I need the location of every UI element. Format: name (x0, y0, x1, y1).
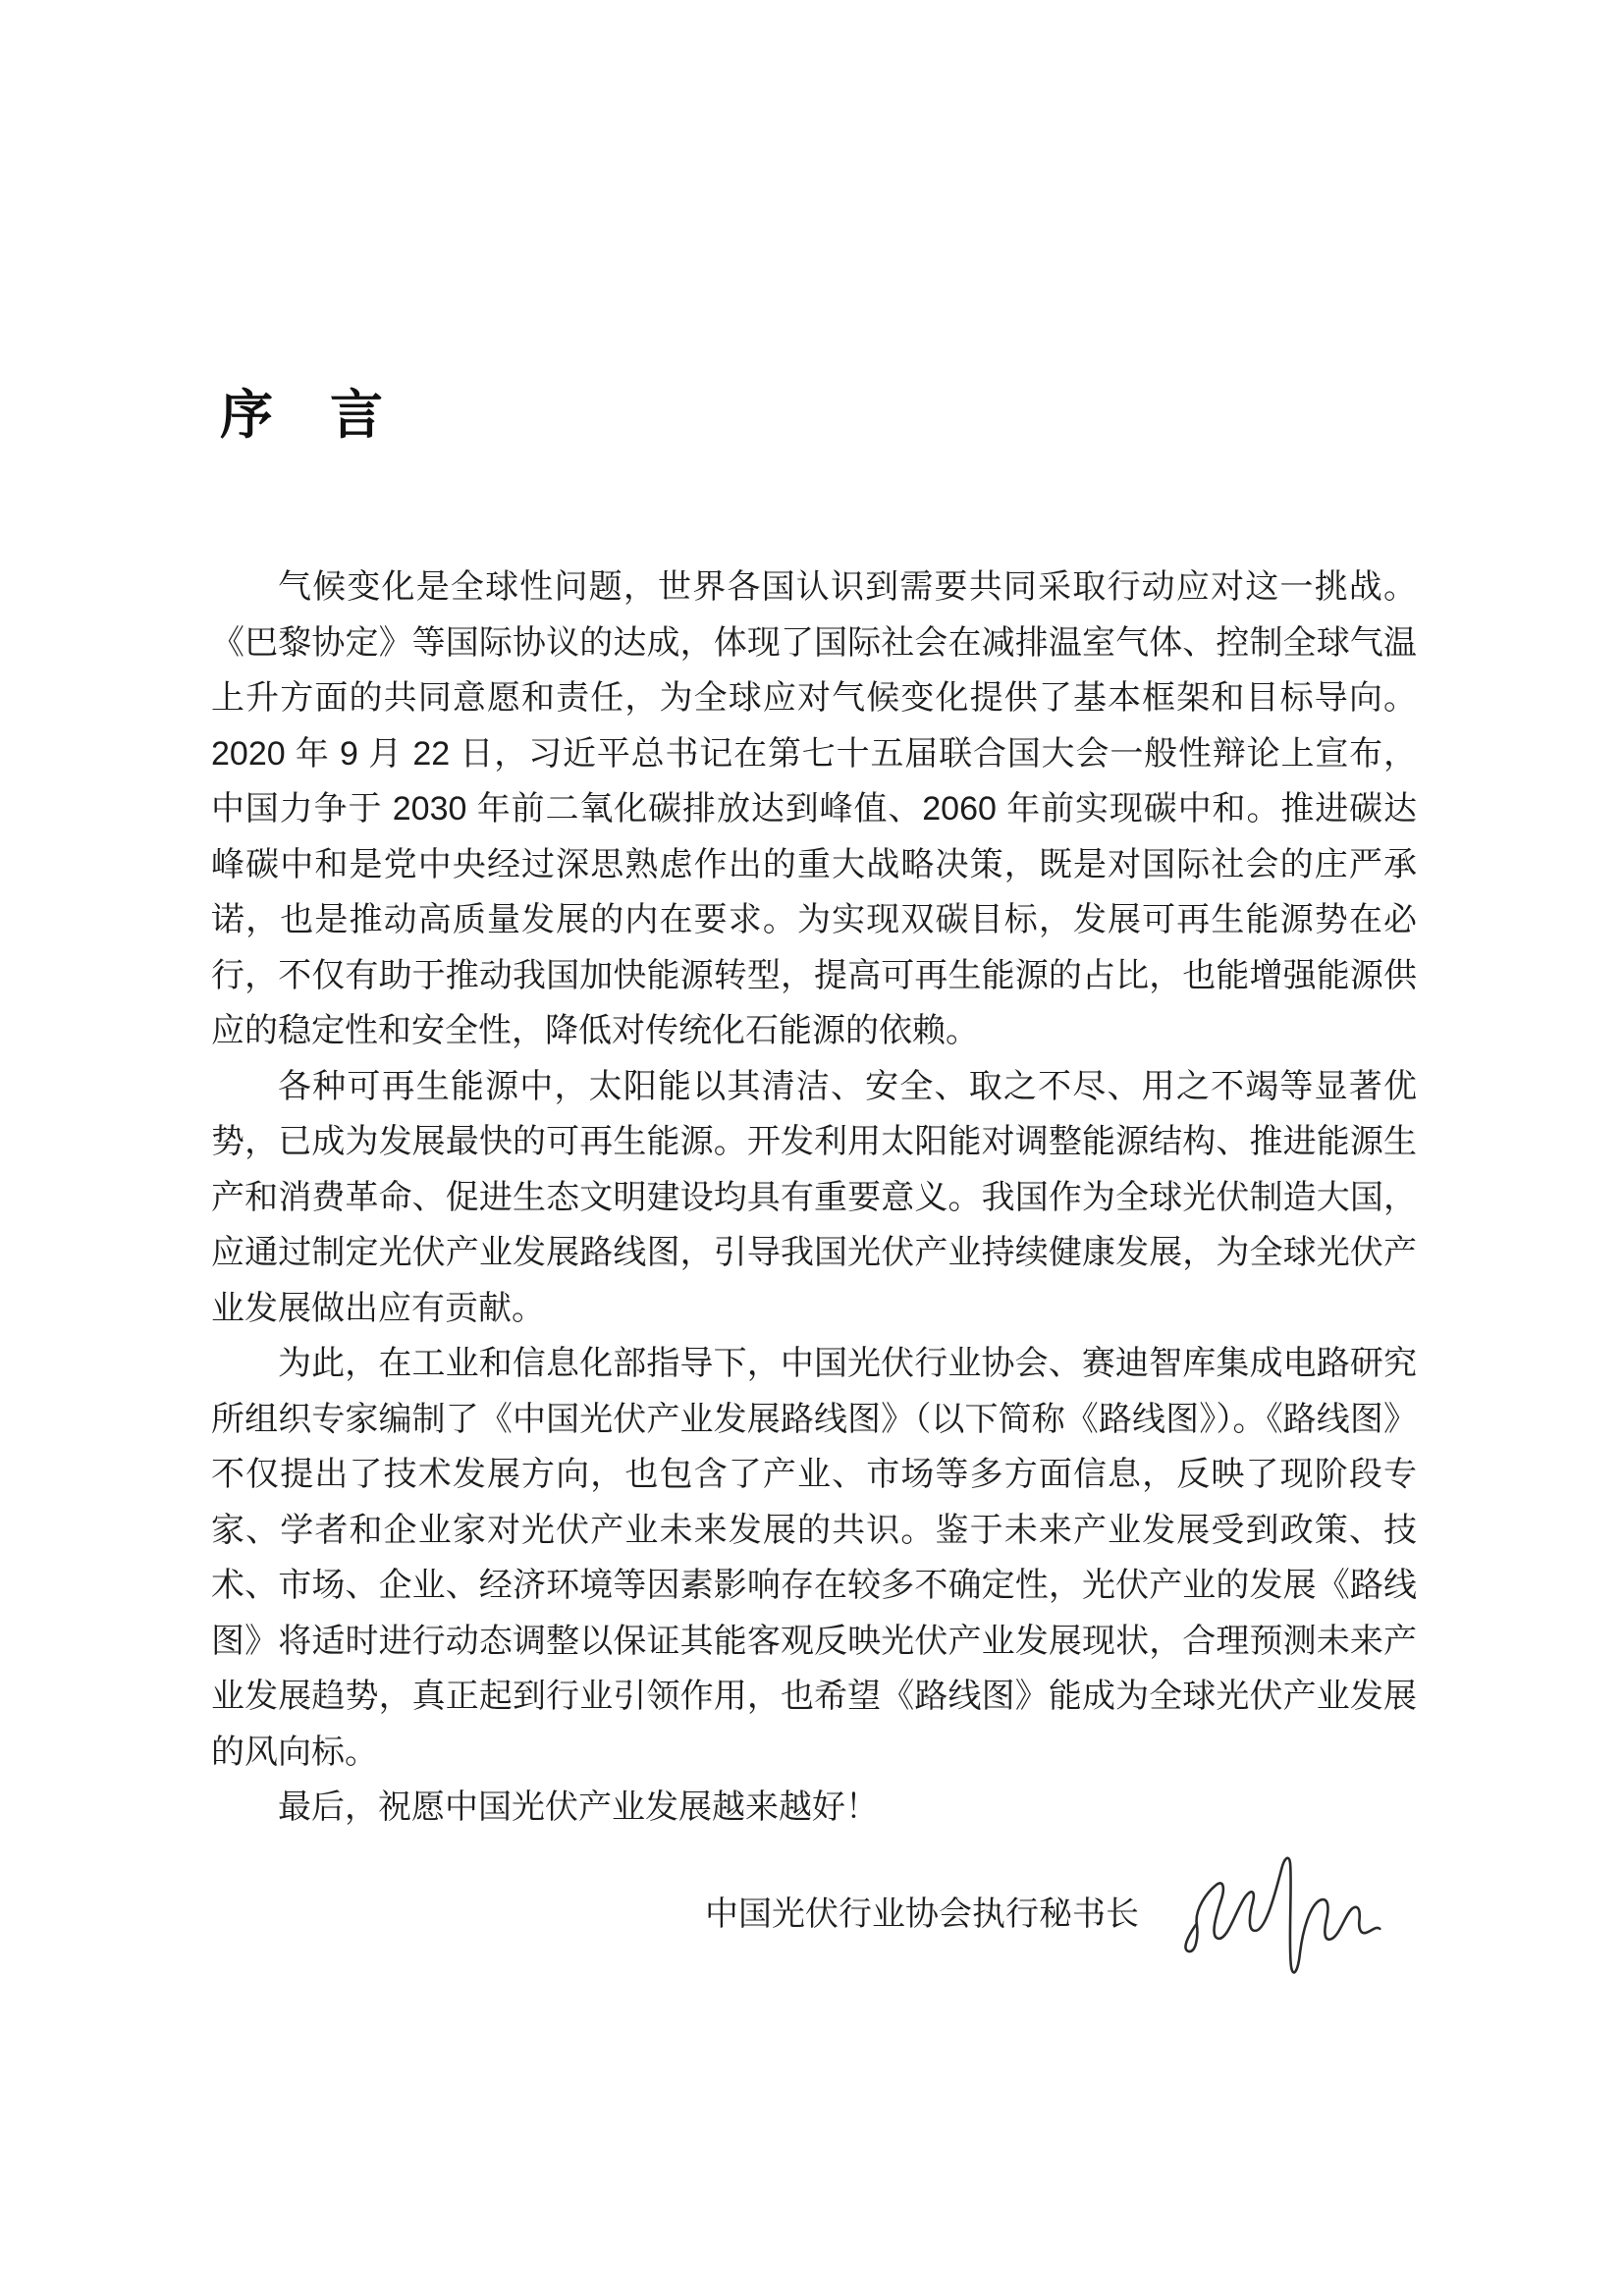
page-title: 序 言 (220, 386, 385, 445)
paragraph-roadmap: 为此，在工业和信息化部指导下，中国光伏行业协会、赛迪智库集成电路研究所组织专家编制了《中国光伏产业发展路线图》（以下简称《路线图》）。《路线图》不仅提出了技术发展方向，也包含了产业、市场等多方面信息，反映了现阶段专家、学者和企业家对光伏产业未来发展的共识。鉴于未来产业发展受到政策、技术、市场、企业、经济环境等因素影响存在较多不确定性，光伏产业的发展《路线图》将适时进行动态调整以保证其能客观反映光伏产业发展现状，合理预测未来产业发展趋势，真正起到行业引领作用，也希望《路线图》能成为全球光伏产业发展的风向标。 (211, 1345, 1417, 1771)
paragraph-solar-energy: 各种可再生能源中，太阳能以其清洁、安全、取之不尽、用之不竭等显著优势，已成为发展最快的可再生能源。开发利用太阳能对调整能源结构、推进能源生产和消费革命、促进生态文明建设均具有重要意义。我国作为全球光伏制造大国，应通过制定光伏产业发展路线图，引导我国光伏产业持续健康发展，为全球光伏产业发展做出应有贡献。 (211, 1067, 1417, 1327)
paragraph-closing-wish: 最后，祝愿中国光伏产业发展越来越好！ (278, 1789, 879, 1826)
preface-body (211, 560, 1417, 1836)
handwritten-signature-icon (1172, 1850, 1416, 1980)
paragraph-climate-change: 气候变化是全球性问题，世界各国认识到需要共同采取行动应对这一挑战。《巴黎协定》等国际协议的达成，体现了国际社会在减排温室气体、控制全球气温上升方面的共同意愿和责任，为全球应对气候变化提供了基本框架和目标导向。2020 年 9 月 22 日，习近平总书记在第七十五届联合国大会一般性辩论上宣布，中国力争于 2030 年前二氧化碳排放达到峰值、2060 年前实现碳中和。推进碳达峰碳中和是党中央经过深思熟虑作出的重大战略决策，既是对国际社会的庄严承诺，也是推动高质量发展的内在要求。为实现双碳目标，发展可再生能源势在必行，不仅有助于推动我国加快能源转型，提高可再生能源的占比，也能增强能源供应的稳定性和安全性，降低对传统化石能源的依赖。 (211, 568, 1417, 1049)
signature-block (705, 1850, 1416, 1980)
signature-role-text: 中国光伏行业协会执行秘书长 (705, 1895, 1139, 1933)
